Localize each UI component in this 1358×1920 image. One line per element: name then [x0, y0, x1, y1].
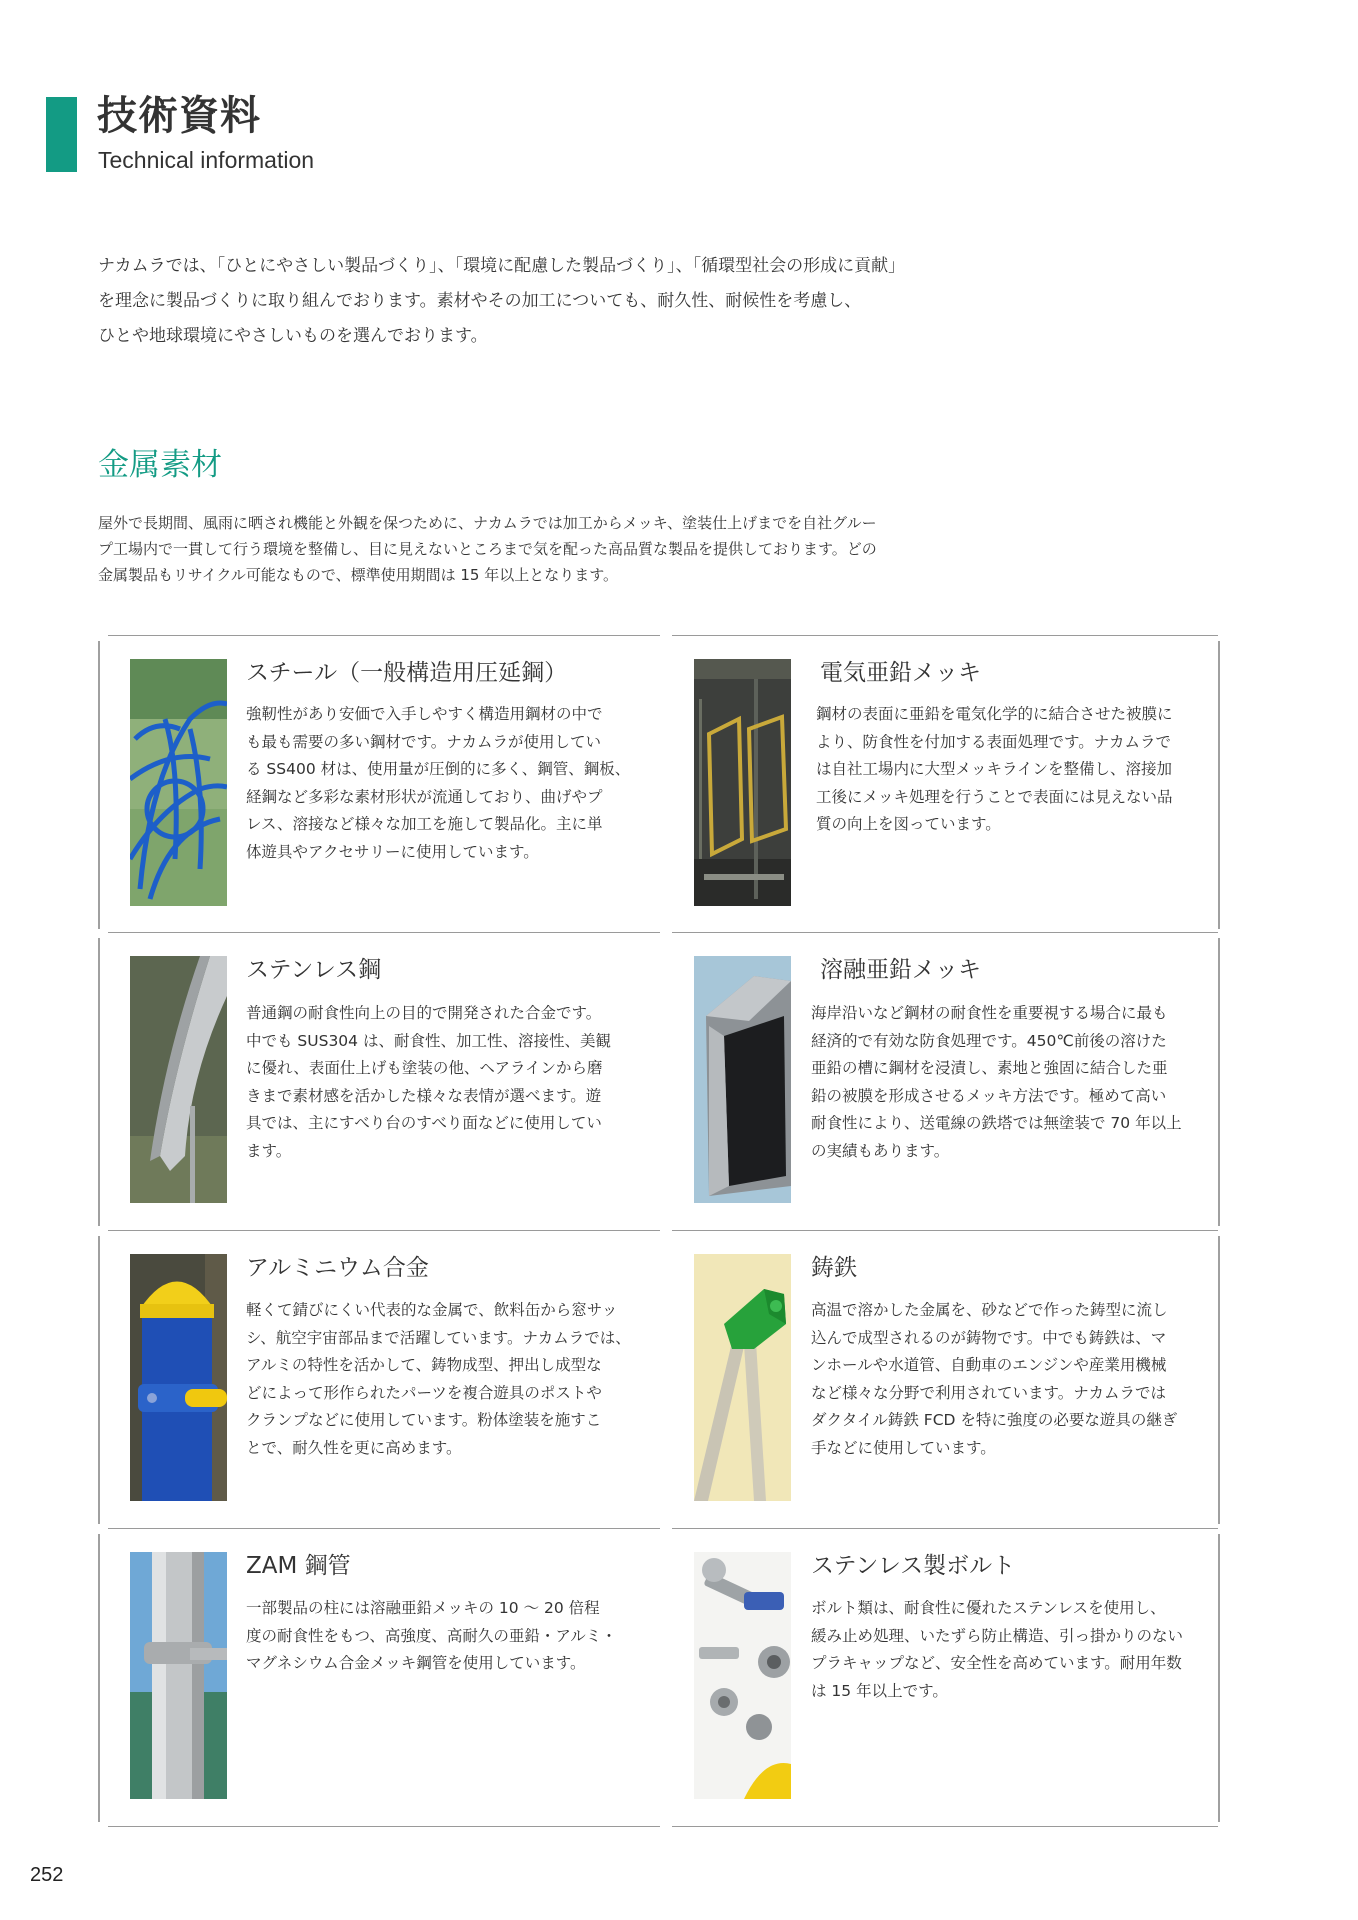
card-line: 高温で溶かした金属を、砂などで作った鋳型に流し	[811, 1301, 1168, 1319]
card-text	[246, 1000, 646, 1166]
material-photo	[130, 956, 227, 1203]
card-divider	[672, 1230, 1218, 1231]
card-text	[246, 701, 646, 867]
section-description	[98, 510, 978, 588]
card-divider	[672, 1528, 1218, 1529]
card-side-rule	[1218, 641, 1220, 929]
card-title: 電気亜鉛メッキ	[820, 660, 981, 686]
card-title: ステンレス製ボルト	[811, 1553, 1016, 1579]
material-card-stainless-bolts	[666, 1528, 1228, 1826]
section-title: 金属素材	[98, 447, 222, 483]
card-line: ボルト類は、耐食性に優れたステンレスを使用し、	[811, 1599, 1166, 1617]
card-line: は 15 年以上です。	[811, 1681, 948, 1700]
card-line: の実績もあります。	[811, 1141, 950, 1160]
material-photo	[694, 956, 791, 1203]
card-line: 一部製品の柱には溶融亜鉛メッキの 10 ～ 20 倍程	[246, 1599, 600, 1617]
material-photo	[130, 1552, 227, 1799]
card-line: 鋼材の表面に亜鉛を電気化学的に結合させた被膜に	[816, 705, 1173, 723]
card-line: きまで素材感を活かした様々な表情が選べます。遊	[246, 1086, 602, 1105]
card-side-rule	[1218, 1236, 1220, 1524]
card-side-rule	[98, 641, 100, 929]
card-line: に優れ、表面仕上げも塗装の他、ヘアラインから磨	[246, 1059, 603, 1078]
card-line: ます。	[246, 1141, 292, 1160]
card-title: ステンレス鋼	[246, 957, 382, 983]
card-side-rule	[1218, 1534, 1220, 1822]
card-line: 鉛の被膜を形成させるメッキ方法です。極めて高い	[811, 1086, 1167, 1105]
material-card-electro-galvanizing	[666, 635, 1228, 933]
card-line: る SS400 材は、使用量が圧倒的に多く、鋼管、鋼板、	[246, 760, 631, 779]
card-line: 経鋼など多彩な素材形状が流通しており、曲げやプ	[246, 787, 603, 806]
card-divider	[672, 635, 1218, 636]
card-line: ダクタイル鋳鉄 FCD を特に強度の必要な遊具の継ぎ	[811, 1411, 1178, 1430]
card-line: 強靭性があり安価で入手しやすく構造用鋼材の中で	[246, 705, 603, 723]
card-title: 溶融亜鉛メッキ	[820, 957, 981, 983]
material-photo	[130, 659, 227, 906]
intro-line: ナカムラでは、「ひとにやさしい製品づくり」、「環境に配慮した製品づくり」、「循環型社会の形成に貢献」	[98, 256, 906, 276]
material-photo	[694, 659, 791, 906]
card-line: レス、溶接など様々な加工を施して製品化。主に単	[246, 815, 603, 834]
card-text	[246, 1297, 646, 1463]
card-line: 普通鋼の耐食性向上の目的で開発された合金です。	[246, 1004, 602, 1022]
intro-line: ひとや地球環境にやさしいものを選んでおります。	[98, 326, 488, 346]
card-line: 込んで成型されるのが鋳物です。中でも鋳鉄は、マ	[811, 1328, 1167, 1347]
section-line: 金属製品もリサイクル可能なもので、標準使用期間は 15 年以上となります。	[98, 566, 619, 584]
card-line: クランプなどに使用しています。粉体塗装を施すこ	[246, 1411, 602, 1430]
card-line: より、防食性を付加する表面処理です。ナカムラで	[816, 732, 1171, 751]
intro-line: を理念に製品づくりに取り組んでおります。素材やその加工についても、耐久性、耐候性を考慮し、	[98, 291, 862, 311]
material-card-zam-pipe	[98, 1528, 660, 1826]
material-card-steel	[98, 635, 660, 933]
card-text	[811, 1595, 1211, 1705]
card-line: とで、耐久性を更に高めます。	[246, 1438, 462, 1457]
material-card-stainless	[98, 932, 660, 1230]
card-text	[811, 1297, 1211, 1463]
card-line: アルミの特性を活かして、鋳物成型、押出し成型な	[246, 1356, 602, 1375]
material-photo	[694, 1254, 791, 1501]
intro-paragraph	[98, 249, 998, 354]
card-line: は自社工場内に大型メッキラインを整備し、溶接加	[816, 760, 1173, 779]
material-photo	[130, 1254, 227, 1501]
material-card-aluminum	[98, 1230, 660, 1528]
card-side-rule	[1218, 938, 1220, 1226]
card-line: ンホールや水道管、自動車のエンジンや産業用機械	[811, 1356, 1167, 1375]
card-line: どによって形作られたパーツを複合遊具のポストや	[246, 1383, 602, 1402]
card-divider	[108, 635, 660, 636]
card-line: 海岸沿いなど鋼材の耐食性を重要視する場合に最も	[811, 1004, 1168, 1022]
card-side-rule	[98, 1236, 100, 1524]
card-text	[811, 1000, 1211, 1166]
card-divider	[108, 932, 660, 933]
card-line: 亜鉛の槽に鋼材を浸漬し、素地と強固に結合した亜	[811, 1059, 1168, 1078]
card-line: も最も需要の多い鋼材です。ナカムラが使用してい	[246, 732, 601, 751]
card-line: など様々な分野で利用されています。ナカムラでは	[811, 1383, 1166, 1402]
material-card-hot-dip-galvanizing	[666, 932, 1228, 1230]
card-line: マグネシウム合金メッキ鋼管を使用しています。	[246, 1654, 586, 1673]
bottom-divider	[108, 1826, 660, 1827]
card-title: スチール（一般構造用圧延鋼）	[246, 660, 568, 686]
card-line: 体遊具やアクセサリーに使用しています。	[246, 842, 539, 861]
card-text	[816, 701, 1216, 839]
card-line: 具では、主にすべり台のすべり面などに使用してい	[246, 1114, 602, 1133]
page-title: 技術資料	[97, 93, 261, 139]
card-line: 中でも SUS304 は、耐食性、加工性、溶接性、美観	[246, 1031, 611, 1050]
section-line: 屋外で長期間、風雨に晒され機能と外観を保つために、ナカムラでは加工からメッキ、塗装仕上げまでを自社グルー	[98, 514, 877, 532]
card-side-rule	[98, 938, 100, 1226]
card-line: 緩み止め処理、いたずら防止構造、引っ掛かりのない	[811, 1626, 1184, 1645]
material-photo	[694, 1552, 791, 1799]
card-line: 軽くて錆びにくい代表的な金属で、飲料缶から窓サッ	[246, 1301, 618, 1319]
card-text	[246, 1595, 646, 1678]
card-title: ZAM 鋼管	[246, 1553, 351, 1579]
page-number: 252	[30, 1864, 64, 1886]
card-divider	[108, 1528, 660, 1529]
card-line: 質の向上を図っています。	[816, 815, 1001, 834]
card-line: 耐食性により、送電線の鉄塔では無塗装で 70 年以上	[811, 1114, 1182, 1133]
header-accent-bar	[46, 97, 77, 172]
bottom-divider	[672, 1826, 1218, 1827]
card-line: 工後にメッキ処理を行うことで表面には見えない品	[816, 787, 1173, 806]
card-line: 手などに使用しています。	[811, 1438, 996, 1457]
card-line: 経済的で有効な防食処理です。450℃前後の溶けた	[811, 1031, 1167, 1050]
card-line: シ、航空宇宙部品まで活躍しています。ナカムラでは、	[246, 1328, 631, 1347]
card-title: アルミニウム合金	[246, 1255, 429, 1281]
card-line: 度の耐食性をもつ、高強度、高耐久の亜鉛・アルミ・	[246, 1626, 617, 1645]
card-title: 鋳鉄	[811, 1255, 857, 1281]
card-line: プラキャップなど、安全性を高めています。耐用年数	[811, 1654, 1182, 1673]
material-card-cast-iron	[666, 1230, 1228, 1528]
card-divider	[108, 1230, 660, 1231]
page-subtitle: Technical information	[98, 147, 315, 173]
card-divider	[672, 932, 1218, 933]
section-line: プ工場内で一貫して行う環境を整備し、目に見えないところまで気を配った高品質な製品を提供しております。どの	[98, 540, 877, 558]
card-side-rule	[98, 1534, 100, 1822]
